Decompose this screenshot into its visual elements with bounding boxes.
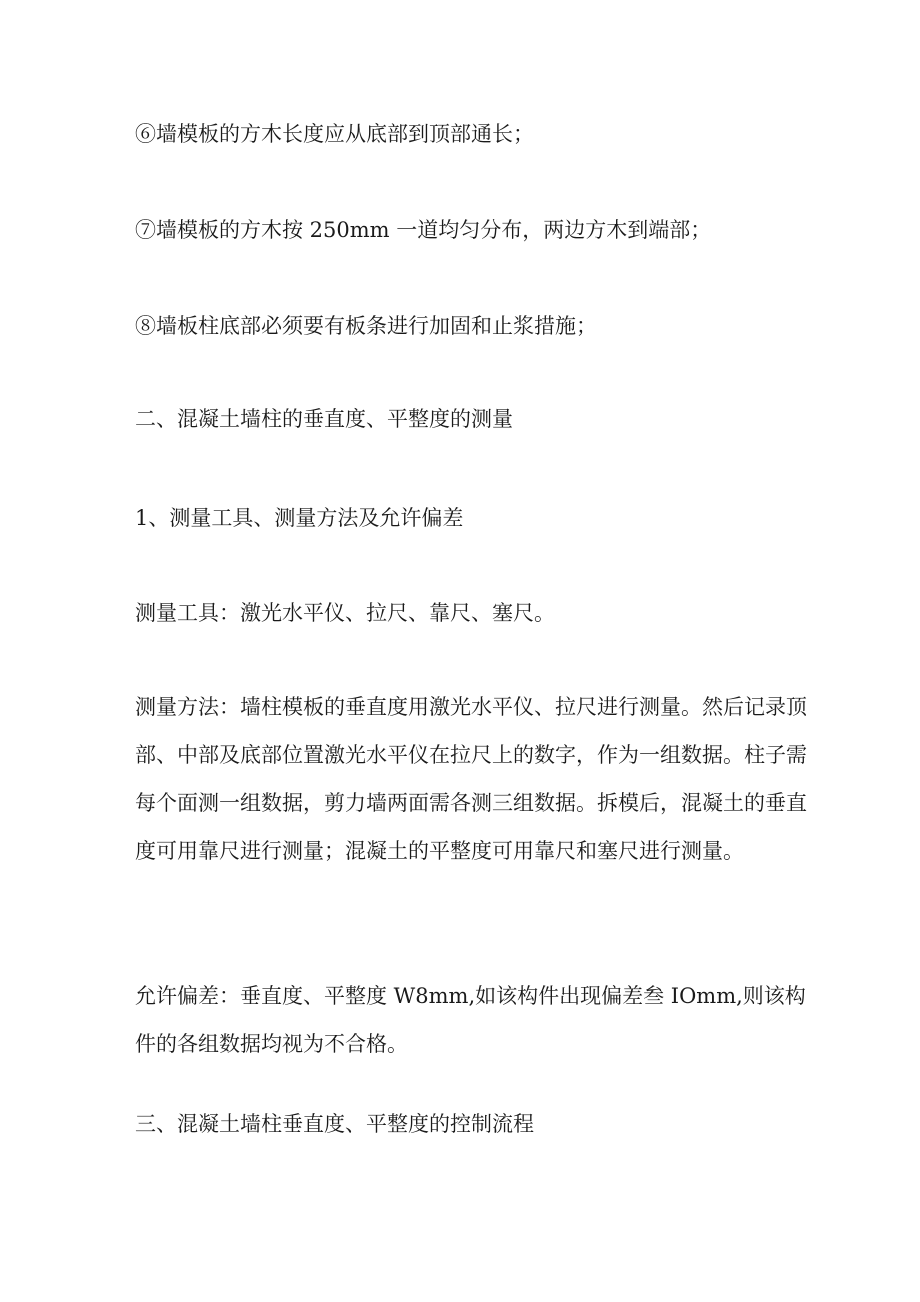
section-heading-two: 二、混凝土墙柱的垂直度、平整度的测量 [135,407,513,431]
paragraph-allowable-deviation: 允许偏差：垂直度、平整度 W8mm,如该构件出现偏差叁 IOmm,则该构件的各组数据均视为不合格。 [135,984,806,1056]
paragraph-measuring-method: 测量方法：墙柱模板的垂直度用激光水平仪、拉尺进行测量。然后记录顶部、中部及底部位置激光水平仪在拉尺上的数字，作为一组数据。柱子需每个面测一组数据，剪力墙两面需各测三组数据。拆模后，混凝土的垂直度可用靠尺进行测量；混凝土的平整度可用靠尺和塞尺进行测量。 [135,695,807,863]
paragraph-wall-formwork-timber-length: ⑥墙模板的方木长度应从底部到顶部通长； [135,122,534,146]
paragraph-measuring-tools: 测量工具：激光水平仪、拉尺、靠尺、塞尺。 [135,601,555,625]
subsection-heading-one: 1、测量工具、测量方法及允许偏差 [135,506,464,530]
paragraph-wall-column-bottom-reinforcement: ⑧墙板柱底部必须要有板条进行加固和止浆措施； [135,314,597,338]
paragraph-wall-formwork-timber-spacing: ⑦墙模板的方木按 250mm 一道均匀分布，两边方木到端部； [135,218,712,242]
section-heading-three: 三、混凝土墙柱垂直度、平整度的控制流程 [135,1112,534,1136]
